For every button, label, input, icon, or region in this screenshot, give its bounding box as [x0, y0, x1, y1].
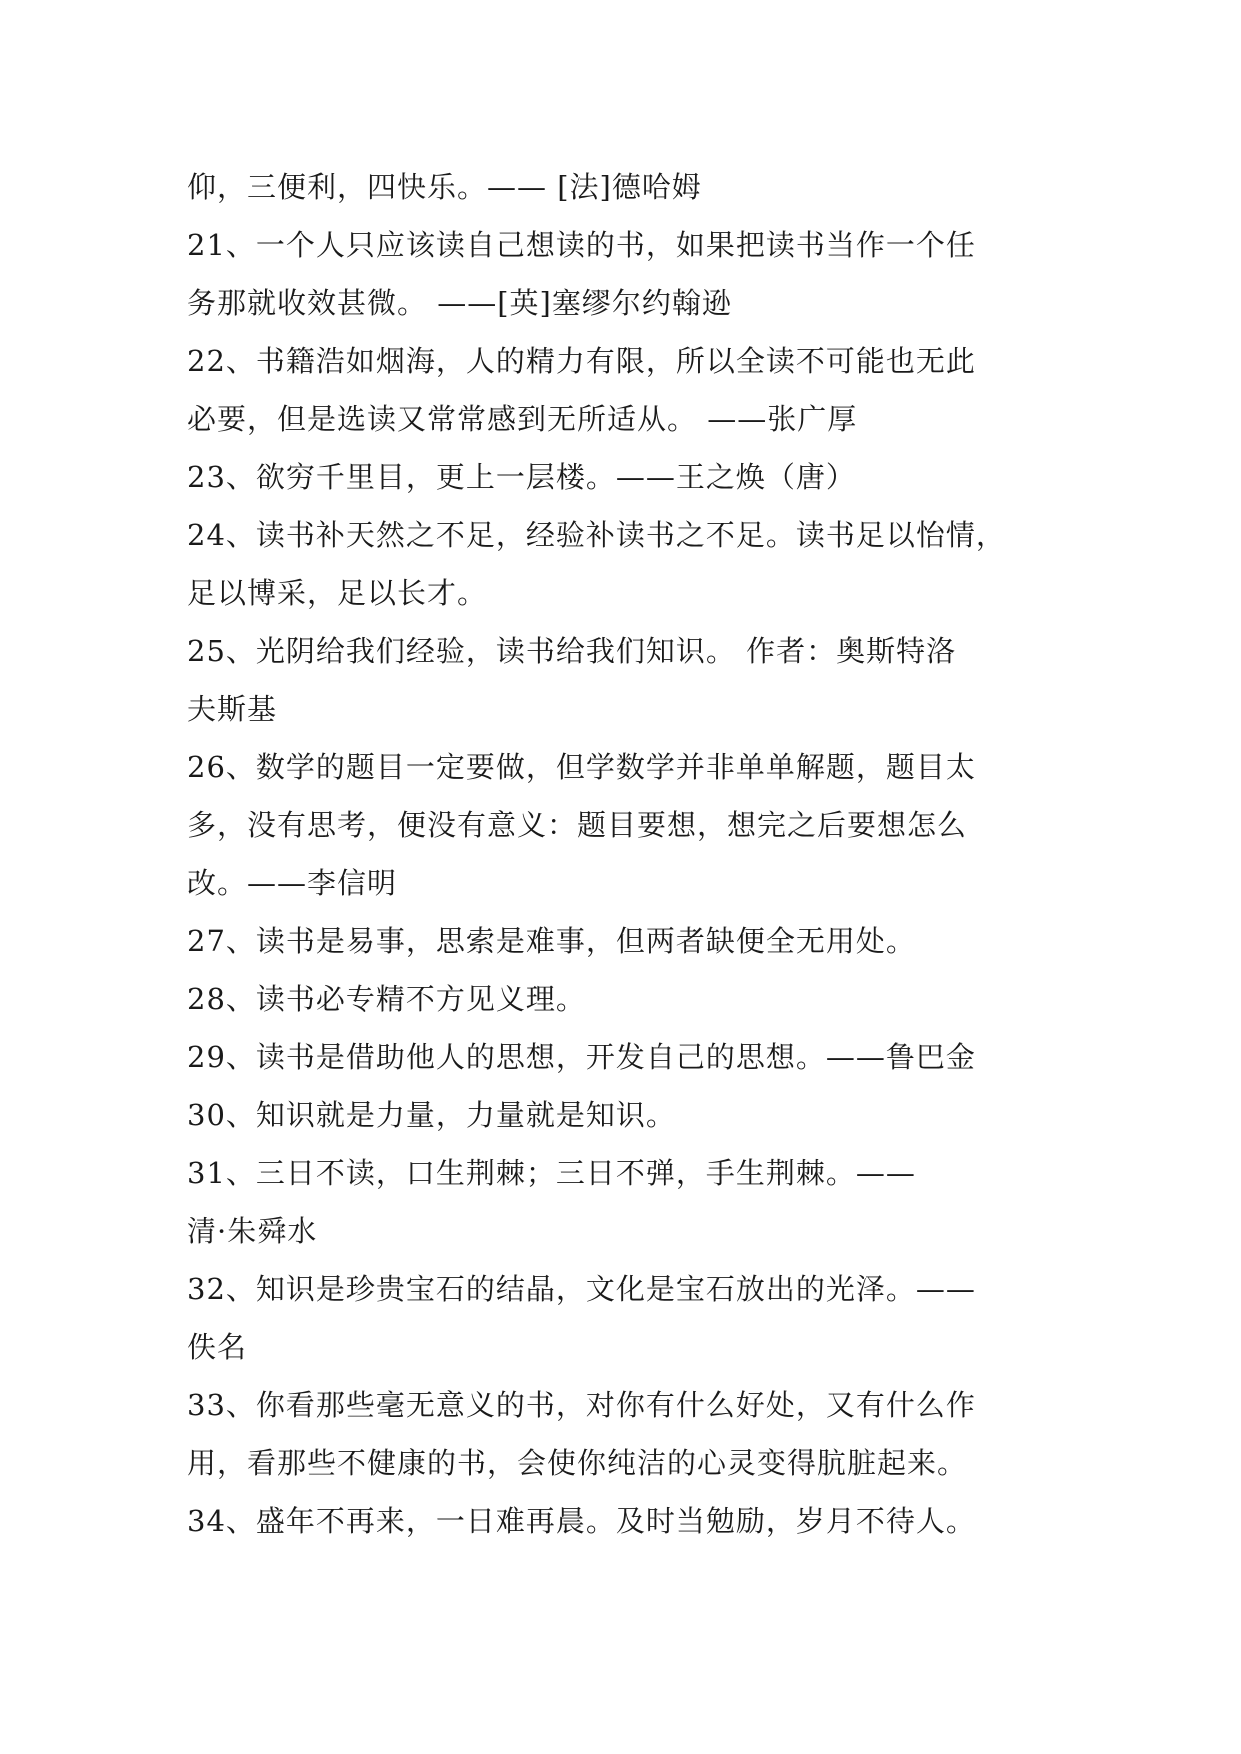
text-line: 31、三日不读，口生荆棘；三日不弹，手生荆棘。——: [187, 1156, 916, 1190]
text-line: 用，看那些不健康的书，会使你纯洁的心灵变得肮脏起来。: [187, 1446, 968, 1480]
text-line: 27、读书是易事，思索是难事，但两者缺便全无用处。: [187, 924, 916, 958]
text-line: 足以博采，足以长才。: [187, 576, 488, 610]
text-line: 改。——李信明: [187, 866, 398, 900]
text-line: 21、一个人只应该读自己想读的书，如果把读书当作一个任: [187, 228, 976, 262]
text-line: 29、读书是借助他人的思想，开发自己的思想。——鲁巴金: [187, 1040, 976, 1074]
text-line: 必要，但是选读又常常感到无所适从。 ——张广厚: [187, 402, 858, 436]
text-line: 32、知识是珍贵宝石的结晶，文化是宝石放出的光泽。——: [187, 1272, 976, 1306]
text-line: 多，没有思考，便没有意义：题目要想，想完之后要想怎么: [187, 808, 968, 842]
text-line: 23、欲穷千里目，更上一层楼。——王之焕（唐）: [187, 460, 856, 494]
text-line: 夫斯基: [187, 692, 278, 726]
text-line: 30、知识就是力量，力量就是知识。: [187, 1098, 676, 1132]
text-line: 33、你看那些毫无意义的书，对你有什么好处，又有什么作: [187, 1388, 976, 1422]
text-line: 34、盛年不再来，一日难再晨。及时当勉励，岁月不待人。: [187, 1504, 976, 1538]
text-line: 24、读书补天然之不足，经验补读书之不足。读书足以怡情，: [187, 518, 1006, 552]
document-body: [187, 158, 1087, 1550]
text-line: 22、书籍浩如烟海，人的精力有限，所以全读不可能也无此: [187, 344, 976, 378]
text-line: 佚名: [187, 1330, 248, 1364]
text-line: 26、数学的题目一定要做，但学数学并非单单解题，题目太: [187, 750, 976, 784]
text-line: 28、读书必专精不方见义理。: [187, 982, 586, 1016]
text-line: 25、光阴给我们经验，读书给我们知识。 作者：奥斯特洛: [187, 634, 957, 668]
text-line: 仰，三便利，四快乐。—— [法]德哈姆: [187, 170, 702, 204]
text-line: 清·朱舜水: [187, 1214, 318, 1248]
text-line: 务那就收效甚微。 ——[英]塞缪尔约翰逊: [187, 286, 732, 320]
